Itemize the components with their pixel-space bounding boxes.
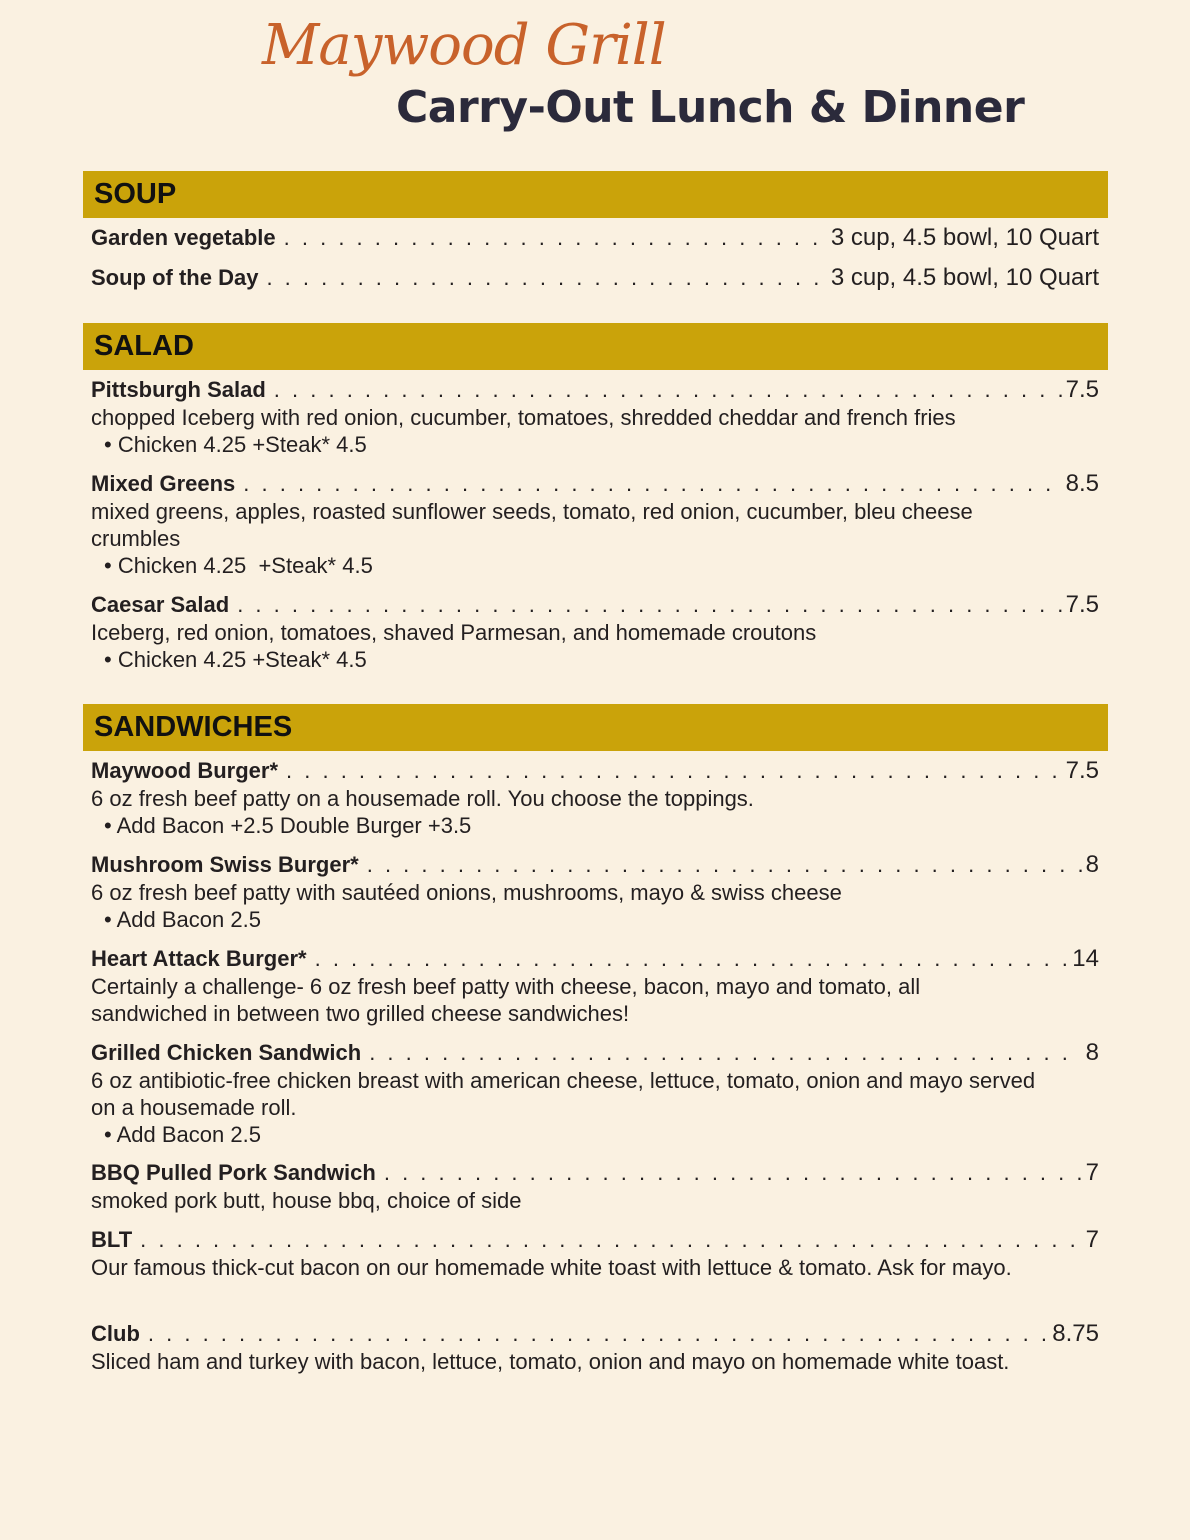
item-addon: • Add Bacon 2.5 [104, 1122, 261, 1147]
item-price: 7.5 [1065, 376, 1099, 403]
item-description: Our famous thick-cut bacon on our homemade white toast with lettuce & tomato. Ask for mayo. [91, 1255, 1012, 1280]
item-name: Pittsburgh Salad [91, 377, 266, 402]
dot-leader [284, 224, 827, 252]
menu-item-heart-attack-burger [91, 945, 1099, 1027]
item-price: 7.5 [1065, 757, 1099, 784]
item-price: 8.75 [1052, 1320, 1099, 1347]
dot-leader [266, 264, 826, 292]
item-description: chopped Iceberg with red onion, cucumber, tomatoes, shredded cheddar and french fries [91, 405, 956, 430]
item-description: Iceberg, red onion, tomatoes, shaved Parmesan, and homemade croutons [91, 620, 817, 645]
item-name: Heart Attack Burger* [91, 946, 307, 971]
menu-item-blt [91, 1226, 1099, 1281]
item-description: 6 oz fresh beef patty with sautéed onions, mushrooms, mayo & swiss cheese [91, 880, 842, 905]
dot-leader [140, 1226, 1082, 1254]
item-name: Soup of the Day [91, 265, 259, 290]
item-name: Grilled Chicken Sandwich [91, 1040, 362, 1065]
menu-item-garden-vegetable [91, 224, 1099, 252]
item-price: 3 cup, 4.5 bowl, 10 Quart [830, 224, 1099, 251]
section-header-sandwiches: SANDWICHES [83, 704, 1108, 751]
item-description: 6 oz fresh beef patty on a housemade roll. You choose the toppings. [91, 786, 754, 811]
dot-leader [243, 470, 1061, 498]
item-name: BBQ Pulled Pork Sandwich [91, 1160, 376, 1185]
item-name: Maywood Burger* [91, 758, 279, 783]
item-name: Garden vegetable [91, 225, 276, 250]
item-addon: • Chicken 4.25 +Steak* 4.5 [104, 432, 367, 457]
menu-item-maywood-burger [91, 757, 1099, 839]
item-addon: • Add Bacon 2.5 [104, 907, 261, 932]
item-price: 7.5 [1065, 591, 1099, 618]
menu-item-pittsburgh-salad [91, 376, 1099, 458]
item-addon: • Add Bacon +2.5 Double Burger +3.5 [104, 813, 472, 838]
dot-leader [384, 1159, 1082, 1187]
restaurant-logo-text: Maywood Grill [262, 13, 666, 78]
item-name: Mixed Greens [91, 471, 236, 496]
section-header-soup: SOUP [83, 171, 1108, 218]
menu-item-grilled-chicken-sandwich [91, 1039, 1099, 1148]
dot-leader [315, 945, 1069, 973]
dot-leader [367, 851, 1082, 879]
dot-leader [148, 1320, 1048, 1348]
item-name: BLT [91, 1227, 133, 1252]
item-description: 6 oz antibiotic-free chicken breast with american cheese, lettuce, tomato, onion and mayo served on a housemade roll. [91, 1068, 1036, 1120]
menu-item-mixed-greens [91, 470, 1099, 579]
item-name: Caesar Salad [91, 592, 230, 617]
item-price: 8 [1085, 851, 1099, 878]
menu-item-caesar-salad [91, 591, 1099, 673]
item-name: Club [91, 1321, 140, 1346]
menu-item-bbq-pulled-pork-sandwich [91, 1159, 1099, 1214]
item-price: 3 cup, 4.5 bowl, 10 Quart [830, 264, 1099, 291]
menu-item-soup-of-the-day [91, 264, 1099, 292]
dot-leader [274, 376, 1062, 404]
item-price: 7 [1085, 1226, 1099, 1253]
menu-subtitle: Carry-Out Lunch & Dinner [396, 82, 1025, 133]
menu-item-club [91, 1320, 1099, 1375]
item-description: mixed greens, apples, roasted sunflower seeds, tomato, red onion, cucumber, bleu cheese crumbles [91, 499, 973, 551]
item-description: Certainly a challenge- 6 oz fresh beef patty with cheese, bacon, mayo and tomato, all sandwiched in between two grilled cheese sandwiches! [91, 974, 921, 1026]
item-addon: • Chicken 4.25 +Steak* 4.5 [104, 553, 373, 578]
dot-leader [237, 591, 1061, 619]
item-name: Mushroom Swiss Burger* [91, 852, 359, 877]
item-description: smoked pork butt, house bbq, choice of side [91, 1188, 522, 1213]
item-price: 8.5 [1065, 470, 1099, 497]
item-price: 14 [1072, 945, 1099, 972]
item-price: 8 [1085, 1039, 1099, 1066]
menu-item-mushroom-swiss-burger [91, 851, 1099, 933]
item-price: 7 [1085, 1159, 1099, 1186]
section-header-salad: SALAD [83, 323, 1108, 370]
dot-leader [286, 757, 1062, 785]
item-addon: • Chicken 4.25 +Steak* 4.5 [104, 647, 367, 672]
dot-leader [369, 1039, 1081, 1067]
item-description: Sliced ham and turkey with bacon, lettuce, tomato, onion and mayo on homemade white toast. [91, 1349, 1010, 1374]
